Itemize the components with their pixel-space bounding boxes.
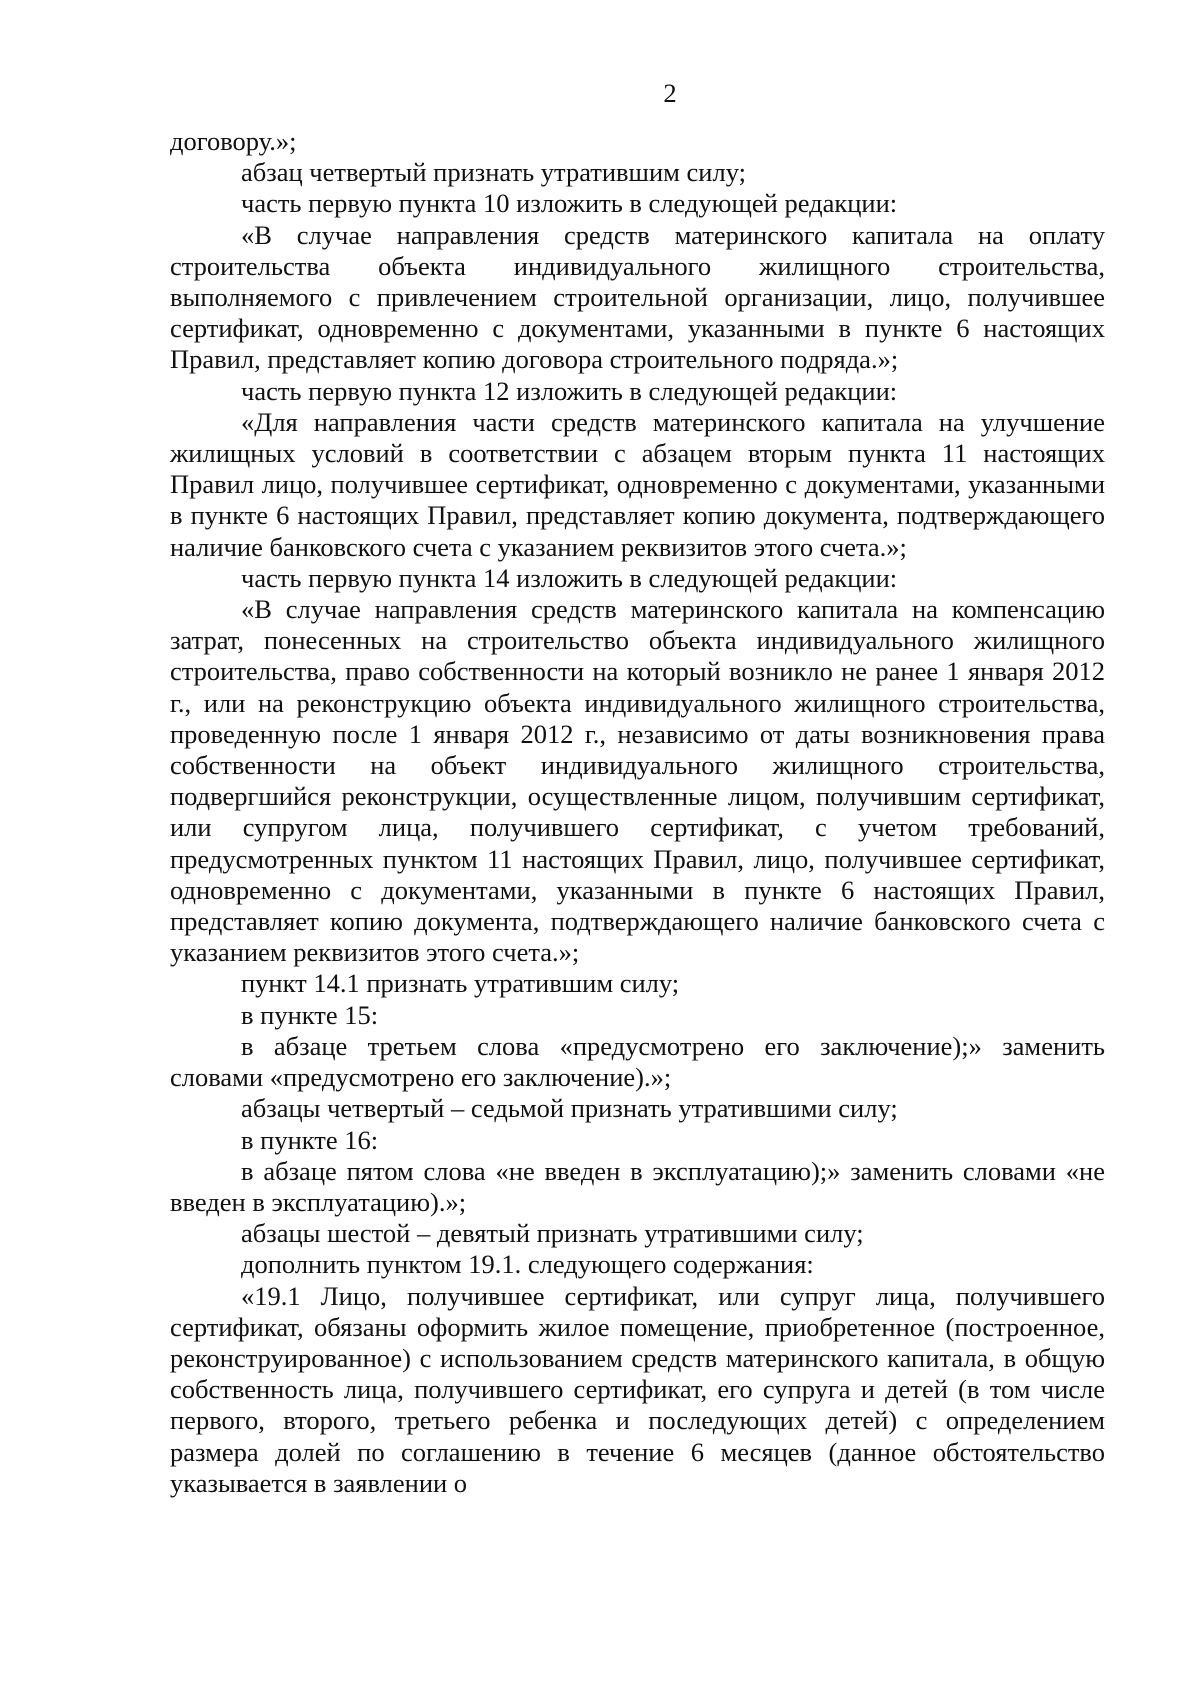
paragraph: в пункте 15:	[241, 999, 379, 1030]
paragraph: дополнить пунктом 19.1. следующего содержания:	[241, 1249, 814, 1280]
document-body	[170, 126, 1105, 1499]
paragraph: «В случае направления средств материнского капитала на оплату строительства объекта индивидуального жилищного строительства, выполняемого с привлечением строительной организации, лицо, получившее сертификат, одновременно с документами, указанными в пункте 6 настоящих Правил, представляет копию договора строительного подряда.»;	[170, 219, 1105, 375]
page-number: 2	[663, 78, 677, 108]
paragraph: часть первую пункта 12 изложить в следующей редакции:	[241, 375, 898, 406]
paragraph: договору.»;	[170, 126, 297, 156]
paragraph: в абзаце пятом слова «не введен в эксплуатацию);» заменить словами «не введен в эксплуатацию).»;	[170, 1155, 1105, 1217]
paragraph: пункт 14.1 признать утратившим силу;	[241, 968, 680, 999]
paragraph: абзацы шестой – девятый признать утратившими силу;	[241, 1218, 864, 1249]
paragraph: «Для направления части средств материнского капитала на улучшение жилищных условий в соответствии с абзацем вторым пункта 11 настоящих Правил лицо, получившее сертификат, одновременно с документами, указанными в пункте 6 настоящих Правил, представляет копию документа, подтверждающего наличие банковского счета с указанием реквизитов этого счета.»;	[170, 406, 1105, 562]
paragraph: в абзаце третьем слова «предусмотрено его заключение);» заменить словами «предусмотрено его заключение).»;	[170, 1030, 1105, 1093]
paragraph: часть первую пункта 14 изложить в следующей редакции:	[241, 562, 898, 593]
paragraph: в пункте 16:	[241, 1124, 379, 1155]
paragraph: «В случае направления средств материнского капитала на компенсацию затрат, понесенных на строительство объекта индивидуального жилищного строительства, право собственности на который возникло не ранее 1 января 2012 г., или на реконструкцию объекта индивидуального жилищного строительства, проведенную после 1 января 2012 г., независимо от даты возникновения права собственности на объект индивидуального жилищного строительства, подвергшийся реконструкции, осуществленные лицом, получившим сертификат, или супругом лица, получившего сертификат, с учетом требований, предусмотренных пунктом 11 настоящих Правил, лицо, получившее сертификат, одновременно с документами, указанными в пункте 6 настоящих Правил, представляет копию документа, подтверждающего наличие банковского счета с указанием реквизитов этого счета.»;	[170, 594, 1105, 968]
paragraph: «19.1 Лицо, получившее сертификат, или супруг лица, получившего сертификат, обязаны оформить жилое помещение, приобретенное (построенное, реконструированное) с использованием средств материнского капитала, в общую собственность лица, получившего сертификат, его супруга и детей (в том числе первого, второго, третьего ребенка и последующих детей) с определением размера долей по соглашению в течение 6 месяцев (данное обстоятельство указывается в заявлении о	[170, 1280, 1105, 1498]
paragraph: абзацы четвертый – седьмой признать утратившими силу;	[241, 1093, 898, 1124]
paragraph: часть первую пункта 10 изложить в следующей редакции:	[241, 188, 898, 219]
paragraph: абзац четвертый признать утратившим силу;	[241, 157, 746, 188]
